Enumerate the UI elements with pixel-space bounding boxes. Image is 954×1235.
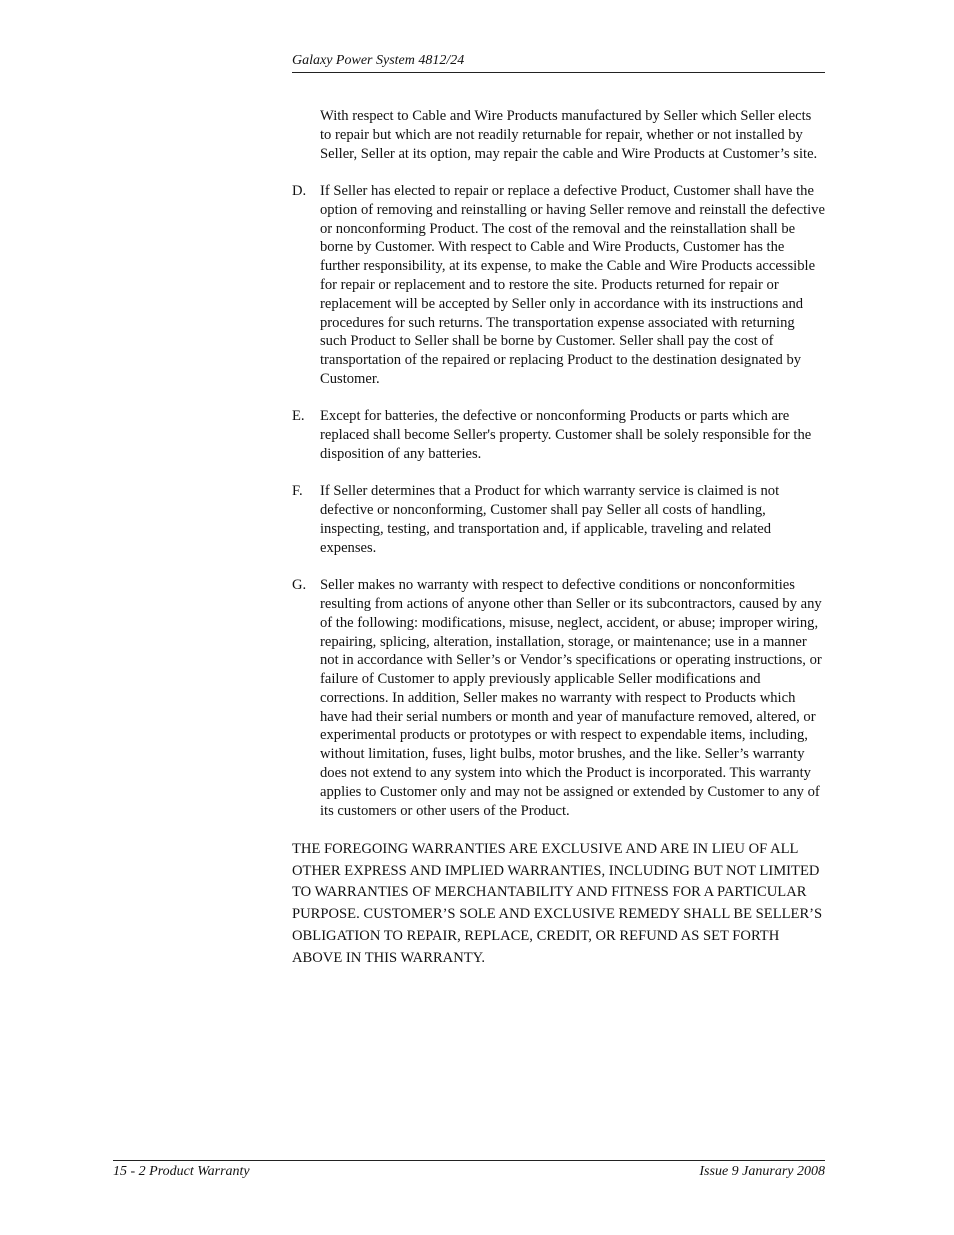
item-text: Seller makes no warranty with respect to defective conditions or nonconformities resulting from actions of anyone other than Seller or its subcontractors, caused by any of the following: modifications, misuse, neglect, accident, or abuse; improper wiring, repairing, splicing, alteration, installation, storage, or maintenance; use in a manner not in accordance with Seller’s or Vendor’s specifications or operating instructions, or failure of Customer to apply previously applicable Seller modifications and corrections. In addition, Seller makes no warranty with respect to Products which have had their serial numbers or month and year of manufacture removed, altered, or experimental products or prototypes or with respect to expendable items, including, without limitation, fuses, light bulbs, motor brushes, and the like. Seller’s warranty does not extend to any system into which the Product is incorporated. This warranty applies to Customer only and may not be assigned or extended by Customer to any of its customers or other users of the Product. (320, 577, 822, 819)
warranty-item-f (292, 482, 825, 557)
item-letter: D. (292, 182, 307, 199)
warranty-body (292, 107, 825, 970)
warranty-disclaimer: THE FOREGOING WARRANTIES ARE EXCLUSIVE AND ARE IN LIEU OF ALL OTHER EXPRESS AND IMPLIED WARRANTIES, INCLUDING BUT NOT LIMITED TO WARRANTIES OF MERCHANTABILITY AND FITNESS FOR A PARTICULAR PURPOSE. CUSTOMER’S SOLE AND EXCLUSIVE REMEDY SHALL BE SELLER’S OBLIGATION TO REPAIR, REPLACE, CREDIT, OR REFUND AS SET FORTH ABOVE IN THIS WARRANTY. (292, 840, 823, 966)
item-letter: G. (292, 577, 307, 594)
document-title: Galaxy Power System 4812/24 (292, 53, 465, 68)
running-header (292, 51, 825, 73)
running-footer (113, 1160, 825, 1182)
issue-date: Issue 9 Janurary 2008 (699, 1164, 825, 1179)
warranty-item-g (292, 576, 825, 820)
warranty-item-e (292, 407, 825, 463)
page-section-label: 15 - 2 Product Warranty (113, 1164, 250, 1179)
item-text: If Seller determines that a Product for which warranty service is claimed is not defective or nonconforming, Customer shall pay Seller all costs of handling, inspecting, testing, and transportation and, if applicable, traveling and related expenses. (320, 483, 780, 556)
item-letter: F. (292, 483, 303, 500)
cable-wire-paragraph: With respect to Cable and Wire Products manufactured by Seller which Seller elects to repair but which are not readily returnable for repair, whether or not installed by Seller, Seller at its option, may repair the cable and Wire Products at Customer’s site. (320, 108, 818, 162)
item-text: If Seller has elected to repair or replace a defective Product, Customer shall have the option of removing and reinstalling or having Seller remove and reinstall the defective or nonconforming Product. The cost of the removal and the reinstallation shall be borne by Customer. With respect to Cable and Wire Products, Customer has the further responsibility, at its expense, to make the Cable and Wire Products accessible for repair or replacement and to restore the site. Products returned for repair or replacement will be accepted by Seller only in accordance with its instructions and procedures for such returns. The transportation expense associated with returning such Product to Seller shall be borne by Customer. Seller shall pay the cost of transportation of the repaired or replacing Product to the destination designated by Customer. (320, 182, 825, 387)
item-text: Except for batteries, the defective or nonconforming Products or parts which are replaced shall become Seller's property. Customer shall be solely responsible for the disposition of any batteries. (320, 408, 812, 462)
warranty-item-d (292, 182, 825, 389)
item-letter: E. (292, 408, 305, 425)
